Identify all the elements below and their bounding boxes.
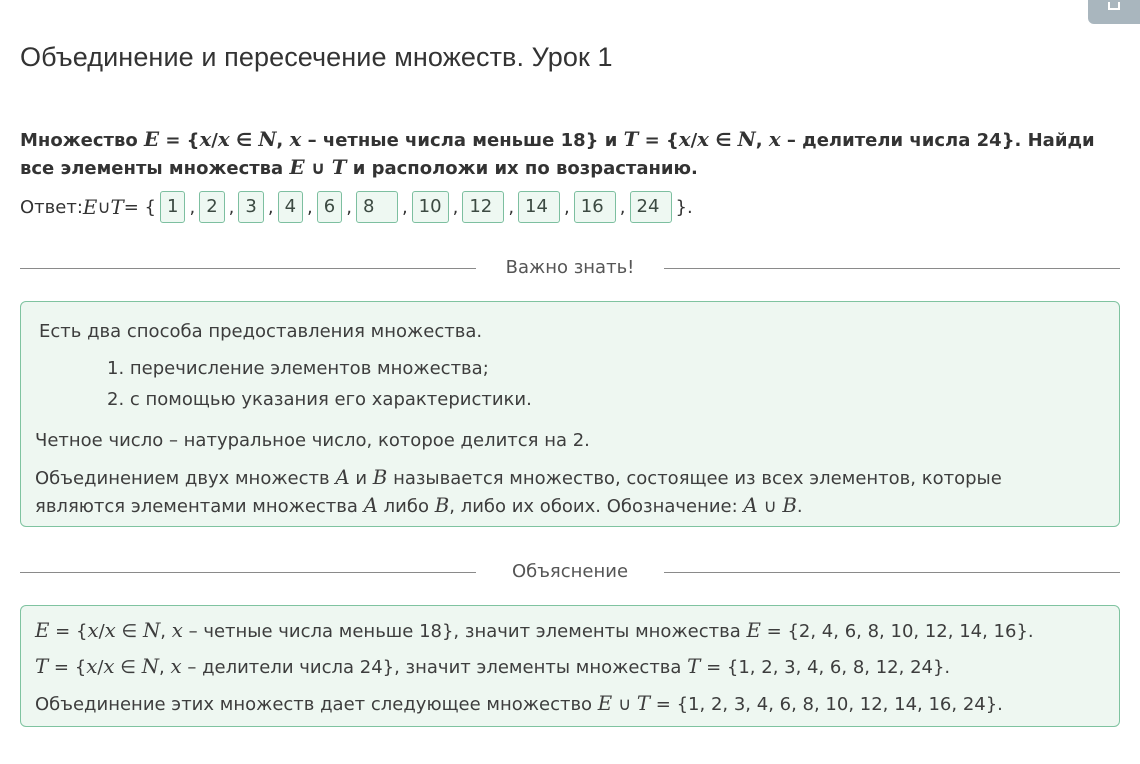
important-intro: Есть два способа предоставления множества. — [39, 321, 483, 342]
list-item: 1. перечисление элементов множества; — [107, 358, 489, 379]
even-definition: Четное число – натуральное число, которое делится на 2. — [35, 430, 590, 451]
fullscreen-button[interactable] — [1088, 0, 1140, 24]
answer-input-1[interactable]: 1 — [160, 191, 185, 223]
explanation-heading: Объяснение — [511, 561, 629, 582]
union-definition: Объединением двух множеств A и B называется множество, состоящее из всех элементов, которые являются элементами множества A либо B, либо их обоих. Обозначение: A ∪ B. — [35, 466, 1002, 517]
answer-input-8[interactable]: 12 — [462, 191, 504, 223]
answer-input-6[interactable]: 8 — [356, 191, 398, 223]
answer-input-10[interactable]: 16 — [574, 191, 616, 223]
page-title: Объединение и пересечение множеств. Урок 1 — [20, 42, 613, 72]
answer-input-7[interactable]: 10 — [412, 191, 449, 223]
answer-input-9[interactable]: 14 — [518, 191, 560, 223]
explanation-line-2: T = {x/x ∈ N, x – делители числа 24}, значит элементы множества T = {1, 2, 3, 4, 6, 8, 12, 24}. — [35, 655, 951, 678]
list-item: 2. с помощью указания его характеристики. — [107, 389, 532, 410]
answer-input-3[interactable]: 3 — [238, 191, 263, 223]
important-divider — [20, 257, 1120, 279]
answer-input-4[interactable]: 4 — [278, 191, 303, 223]
answer-input-5[interactable]: 6 — [317, 191, 342, 223]
important-card — [20, 301, 1120, 527]
question-text: Множество E = {x/x ∈ N, x – четные числа меньше 18} и T = {x/x ∈ N, x – делители числа 24}. Найди все элементы множества E ∪ T и расположи их по возрастанию. — [20, 127, 1095, 179]
expand-icon — [1108, 2, 1120, 10]
answer-input-11[interactable]: 24 — [630, 191, 672, 223]
explanation-card — [20, 605, 1120, 727]
answer-row: Ответ: E ∪ T = { 1 , 2 , 3 , 4 , 6 , 8 , 10 , 12 , 14 , 16 , 24 }. — [20, 190, 693, 224]
explanation-line-3: Объединение этих множеств дает следующее множество E ∪ T = {1, 2, 3, 4, 6, 8, 10, 12, 14, 16, 24}. — [35, 692, 1003, 715]
explanation-line-1: E = {x/x ∈ N, x – четные числа меньше 18}, значит элементы множества E = {2, 4, 6, 8, 10, 12, 14, 16}. — [35, 619, 1034, 642]
answer-label: Ответ: — [20, 196, 83, 218]
explanation-divider — [20, 561, 1120, 583]
important-heading: Важно знать! — [505, 257, 635, 278]
answer-input-2[interactable]: 2 — [199, 191, 224, 223]
